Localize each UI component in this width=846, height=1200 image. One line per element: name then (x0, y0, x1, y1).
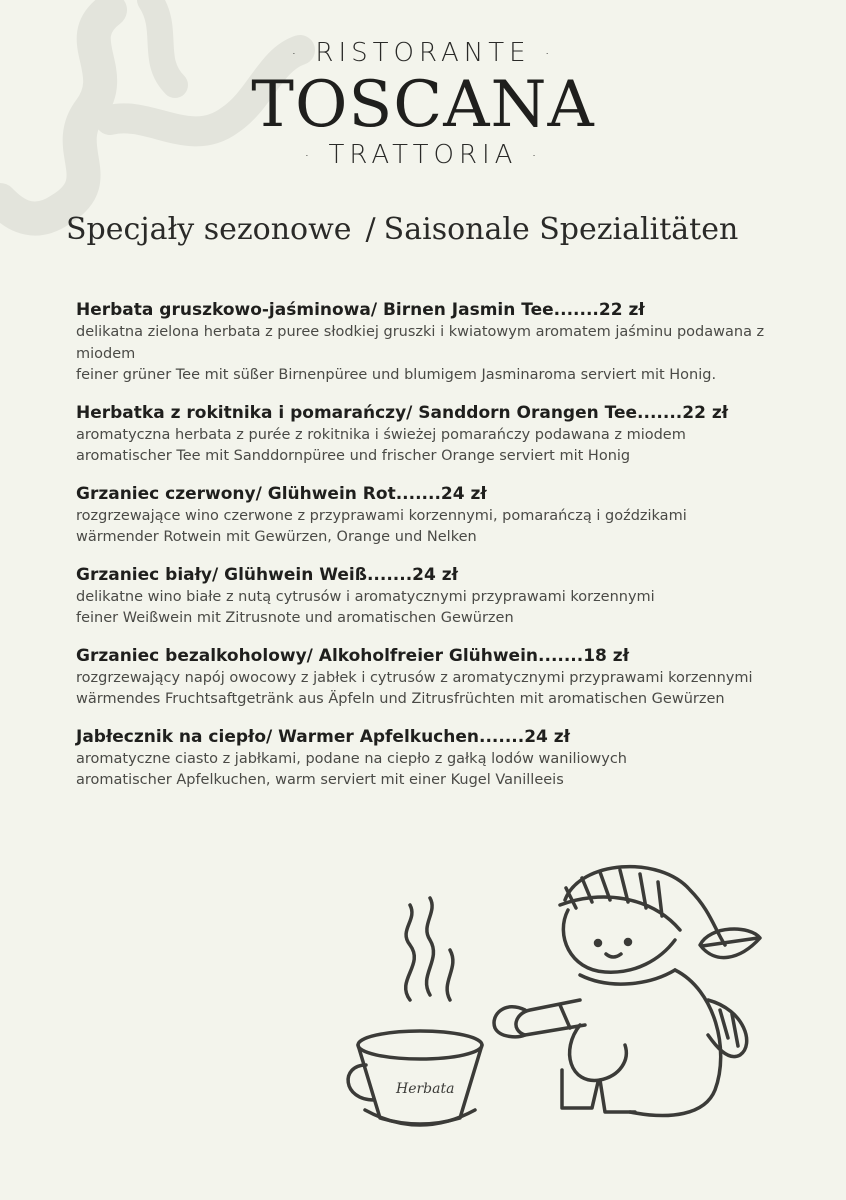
dot-right: · (544, 44, 555, 63)
dot-left: · (291, 44, 302, 63)
trattoria-line (0, 140, 846, 170)
menu-item-desc-pl: delikatne wino białe z nutą cytrusów i aromatycznymi przyprawami korzennymi (76, 588, 655, 605)
section-title-polish: Specjały sezonowe (66, 212, 352, 247)
menu-item-desc-de: wärmender Rotwein mit Gewürzen, Orange und Nelken (76, 529, 477, 545)
restaurant-header (0, 38, 846, 170)
menu-item-desc-de: aromatischer Tee mit Sanddornpüree und frischer Orange serviert mit Honig (76, 448, 631, 464)
menu-item-desc-de: wärmendes Fruchtsaftgetränk aus Äpfeln und Zitrusfrüchten mit aromatischen Gewürzen (76, 691, 725, 707)
dot-right: · (531, 146, 542, 165)
menu-item (76, 563, 776, 630)
section-title-german: Saisonale Spezialitäten (383, 212, 739, 247)
menu-list (76, 298, 776, 806)
menu-item-desc-de: feiner Weißwein mit Zitrusnote und aromatischen Gewürzen (76, 610, 514, 626)
menu-item-desc-pl: rozgrzewające wino czerwone z przyprawami korzennymi, pomarańczą i goździkami (76, 507, 687, 524)
section-title (66, 212, 738, 247)
gnome-icon (494, 867, 760, 1116)
menu-item-desc-pl: rozgrzewający napój owocowy z jabłek i cytrusów z aromatycznymi przyprawami korzennymi (76, 669, 753, 686)
steam-icon (406, 898, 453, 1000)
brand-name: TOSCANA (251, 68, 595, 142)
menu-item-desc-de: aromatischer Apfelkuchen, warm serviert mit einer Kugel Vanilleeis (76, 772, 564, 788)
menu-item (76, 725, 776, 792)
tea-cup-icon (348, 1031, 482, 1125)
menu-item-title: Grzaniec bezalkoholowy/ Alkoholfreier Glühwein.......18 zł (76, 645, 630, 666)
menu-item-desc-pl: delikatna zielona herbata z puree słodkiej gruszki i kwiatowym aromatem jaśminu podawana z miodem (76, 324, 765, 362)
tea-gnome-illustration (330, 850, 770, 1140)
menu-item (76, 644, 776, 711)
menu-item (76, 298, 776, 387)
ristorante-line (0, 38, 846, 68)
menu-item-desc-pl: aromatyczne ciasto z jabłkami, podane na ciepło z gałką lodów waniliowych (76, 750, 627, 767)
menu-item-title: Herbata gruszkowo-jaśminowa/ Birnen Jasmin Tee.......22 zł (76, 300, 645, 320)
ristorante-label: RISTORANTE (315, 38, 531, 68)
trattoria-label: TRATTORIA (328, 140, 518, 170)
menu-item (76, 401, 776, 468)
menu-item-title: Grzaniec czerwony/ Glühwein Rot.......24 zł (76, 483, 487, 504)
menu-item (76, 482, 776, 549)
menu-item-title: Jabłecznik na ciepło/ Warmer Apfelkuchen.......24 zł (76, 726, 570, 747)
section-title-separator: / (365, 212, 376, 247)
dot-left: · (304, 146, 315, 165)
menu-item-desc-pl: aromatyczna herbata z purée z rokitnika i świeżej pomarańczy podawana z miodem (76, 426, 686, 443)
cup-label: Herbata (396, 1081, 455, 1097)
menu-item-desc-de: feiner grüner Tee mit süßer Birnenpüree und blumigem Jasminaroma serviert mit Honig. (76, 367, 717, 383)
menu-item-title: Grzaniec biały/ Glühwein Weiß.......24 zł (76, 564, 458, 585)
menu-item-title: Herbatka z rokitnika i pomarańczy/ Sanddorn Orangen Tee.......22 zł (76, 402, 729, 423)
